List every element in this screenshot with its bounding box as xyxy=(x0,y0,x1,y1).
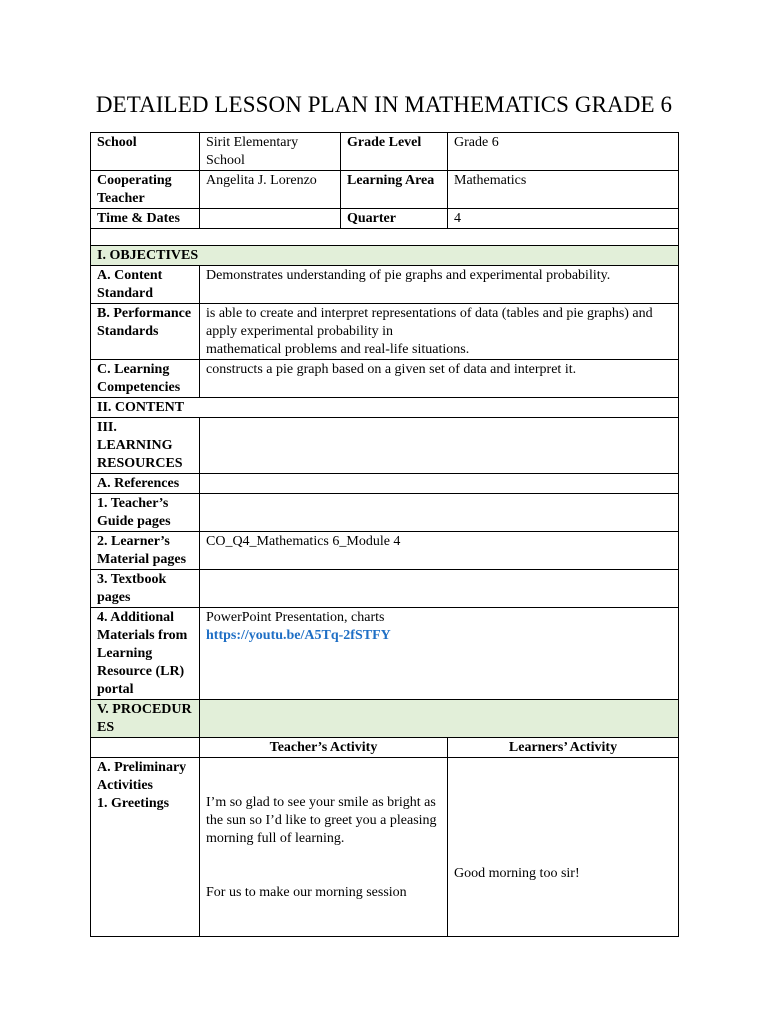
performance-standards-value: is able to create and interpret representations of data (tables and pie graphs) and apply experimental probability in mathematical problems and real-life situations. xyxy=(200,304,679,360)
competencies-label: C. Learning Competencies xyxy=(91,360,200,398)
spacer-row xyxy=(91,229,679,246)
performance-standards-label: B. Performance Standards xyxy=(91,304,200,360)
references-value xyxy=(200,474,679,494)
time-dates-label: Time & Dates xyxy=(91,209,200,229)
time-row xyxy=(91,209,679,229)
textbook-label: 3. Textbook pages xyxy=(91,570,200,608)
teacher-session-text: For us to make our morning session xyxy=(206,885,407,900)
textbook-value xyxy=(200,570,679,608)
quarter-value: 4 xyxy=(448,209,679,229)
quarter-label: Quarter xyxy=(341,209,448,229)
learners-material-row xyxy=(91,532,679,570)
preliminary-label: A. Preliminary Activities xyxy=(97,760,187,793)
content-heading-row xyxy=(91,398,679,418)
grade-level-value: Grade 6 xyxy=(448,133,679,171)
objectives-heading: I. OBJECTIVES xyxy=(91,246,679,266)
objectives-heading-row xyxy=(91,246,679,266)
textbook-row xyxy=(91,570,679,608)
school-label: School xyxy=(91,133,200,171)
greetings-row xyxy=(91,758,679,937)
activity-columns-blank xyxy=(91,738,200,758)
teacher-activity-cell xyxy=(200,758,448,937)
preliminary-cell xyxy=(91,758,200,937)
procedures-heading-row xyxy=(91,700,679,738)
competencies-row xyxy=(91,360,679,398)
teacher-greeting-text: I’m so glad to see your smile as bright as the sun so I’d like to greet you a pleasing morning full of learning. xyxy=(206,795,437,846)
spacer-cell xyxy=(91,229,679,246)
references-row xyxy=(91,474,679,494)
performance-standards-row xyxy=(91,304,679,360)
document-title: DETAILED LESSON PLAN IN MATHEMATICS GRADE 6 xyxy=(95,92,673,117)
additional-materials-label: 4. Additional Materials from Learning Resource (LR) portal xyxy=(91,608,200,700)
teachers-guide-label: 1. Teacher’s Guide pages xyxy=(91,494,200,532)
teachers-guide-row xyxy=(91,494,679,532)
additional-materials-cell xyxy=(200,608,679,700)
time-dates-value xyxy=(200,209,341,229)
learners-material-label: 2. Learner’s Material pages xyxy=(91,532,200,570)
resources-heading-row xyxy=(91,418,679,474)
additional-materials-row xyxy=(91,608,679,700)
resources-heading: III. LEARNING RESOURCES xyxy=(91,418,200,474)
school-row xyxy=(91,133,679,171)
greetings-label: 1. Greetings xyxy=(97,796,170,811)
teachers-guide-value xyxy=(200,494,679,532)
content-heading: II. CONTENT xyxy=(91,398,679,418)
learner-activity-header: Learners’ Activity xyxy=(448,738,679,758)
teacher-activity-header: Teacher’s Activity xyxy=(200,738,448,758)
procedures-heading: V. PROCEDURES xyxy=(91,700,200,738)
activity-columns-row xyxy=(91,738,679,758)
procedures-heading-blank xyxy=(200,700,679,738)
references-label: A. References xyxy=(91,474,200,494)
learning-area-label: Learning Area xyxy=(341,171,448,209)
learning-area-value: Mathematics xyxy=(448,171,679,209)
teacher-row xyxy=(91,171,679,209)
content-standard-row xyxy=(91,266,679,304)
learner-greeting-text: Good morning too sir! xyxy=(454,866,580,881)
competencies-value: constructs a pie graph based on a given set of data and interpret it. xyxy=(200,360,679,398)
additional-materials-value: PowerPoint Presentation, charts xyxy=(206,610,385,625)
youtube-link[interactable]: https://youtu.be/A5Tq-2fSTFY xyxy=(206,628,391,643)
teacher-label: Cooperating Teacher xyxy=(91,171,200,209)
lesson-plan-table xyxy=(90,132,679,937)
content-standard-label: A. Content Standard xyxy=(91,266,200,304)
learner-activity-cell xyxy=(448,758,679,937)
teacher-value: Angelita J. Lorenzo xyxy=(200,171,341,209)
content-standard-value: Demonstrates understanding of pie graphs and experimental probability. xyxy=(200,266,679,304)
grade-level-label: Grade Level xyxy=(341,133,448,171)
resources-heading-blank xyxy=(200,418,679,474)
school-value: Sirit Elementary School xyxy=(200,133,341,171)
learners-material-value: CO_Q4_Mathematics 6_Module 4 xyxy=(200,532,679,570)
